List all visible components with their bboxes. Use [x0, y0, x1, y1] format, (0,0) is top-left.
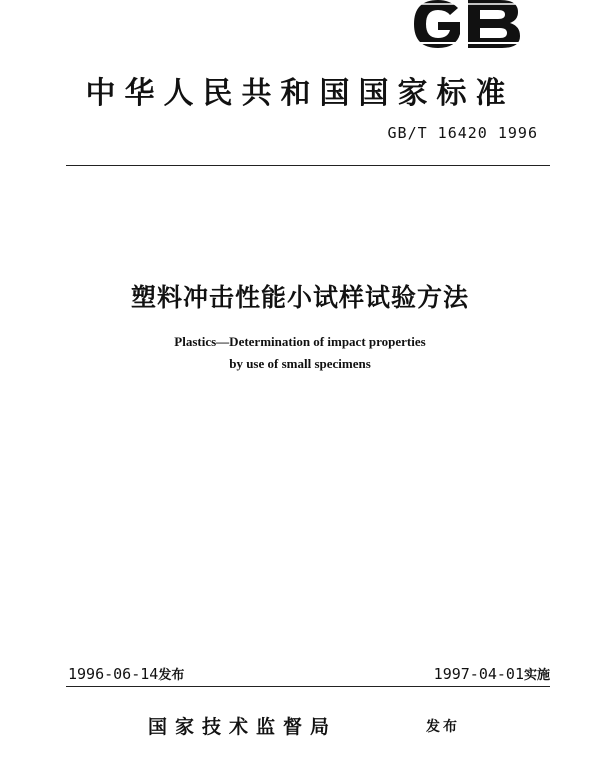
standard-name: 中华人民共和国国家标准	[85, 76, 515, 111]
issuer-suffix: 发布	[426, 719, 460, 735]
implement-date: 1997-04-01	[433, 665, 524, 683]
bottom-divider	[66, 686, 550, 687]
title-english-line1: Plastics—Determination of impact properties	[174, 334, 426, 349]
standard-number: GB/T 16420 1996	[387, 124, 538, 142]
top-divider	[66, 165, 550, 166]
issue-date: 1996-06-14	[68, 665, 159, 683]
issue-label: 发布	[158, 668, 185, 683]
title-chinese: 塑料冲击性能小试样试验方法	[130, 283, 469, 312]
implement-label: 实施	[523, 668, 550, 683]
issue-date-block	[68, 664, 184, 683]
implement-date-block	[434, 664, 550, 683]
gb-logo-icon	[410, 0, 522, 50]
title-english-line2: by use of small specimens	[229, 356, 371, 371]
gb-logo	[410, 0, 522, 50]
issuer-name: 国家技术监督局	[148, 716, 338, 738]
title-english	[0, 331, 600, 375]
